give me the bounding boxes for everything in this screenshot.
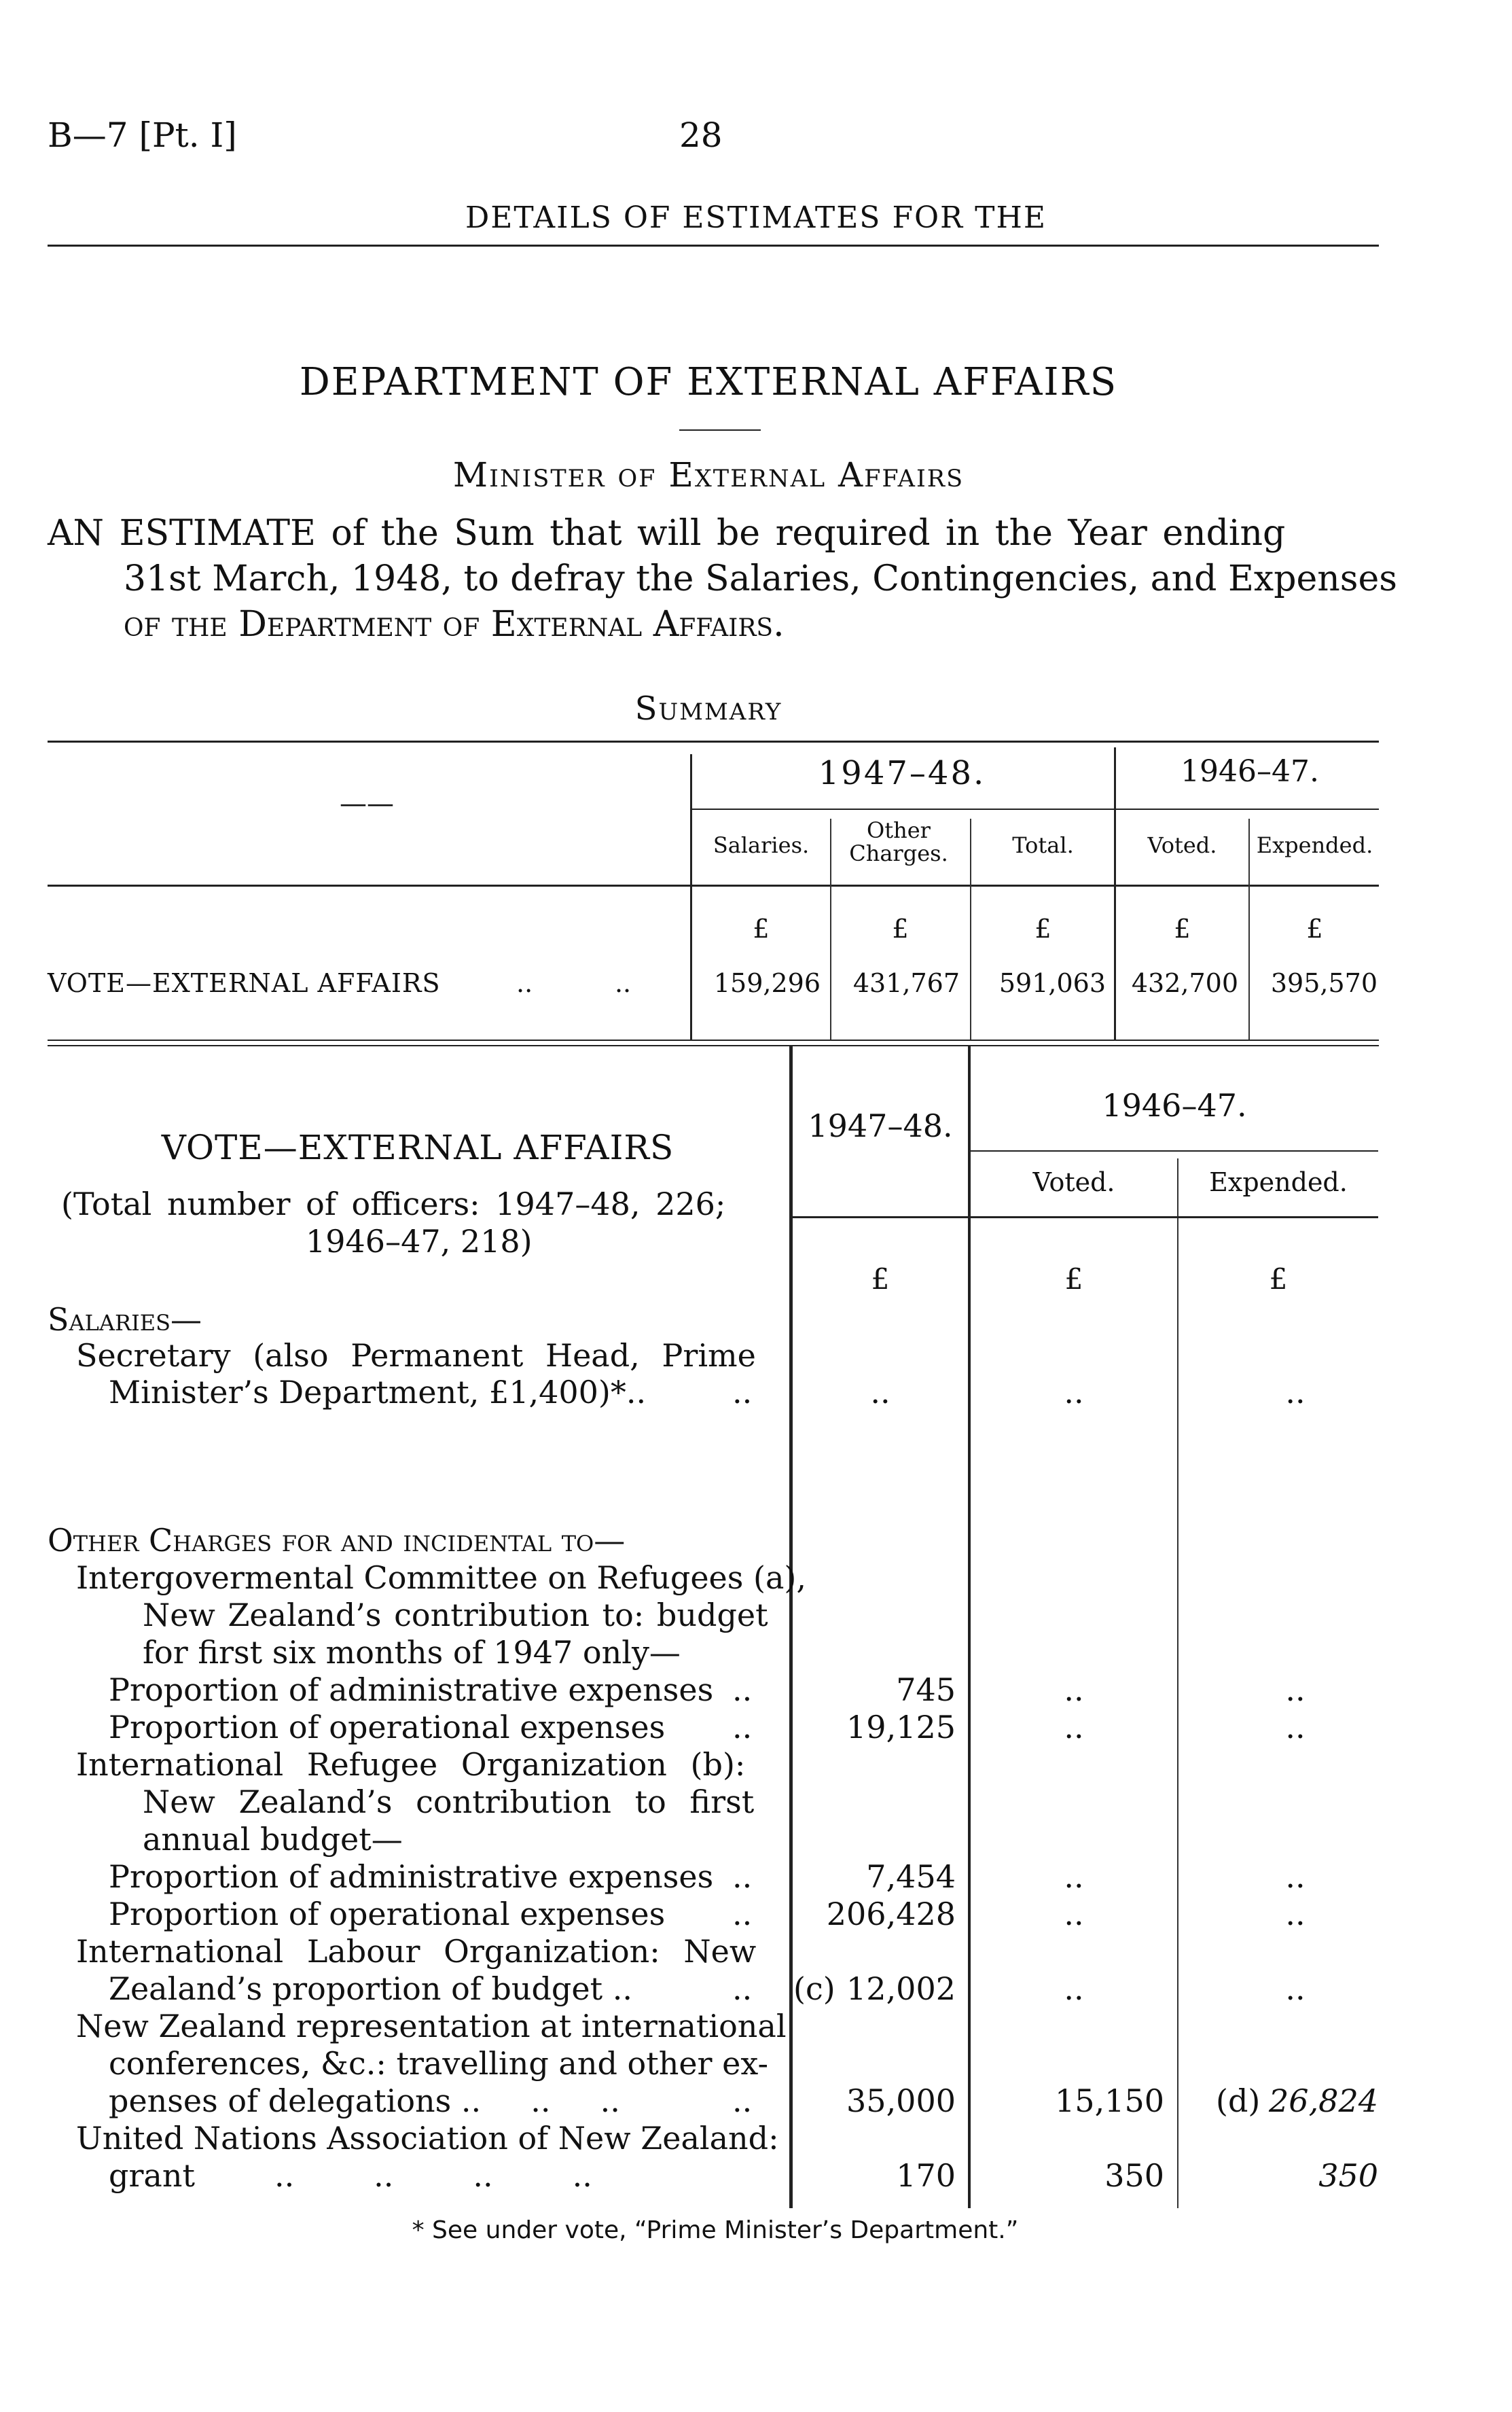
secretary-line-1: Secretary (also Permanent Head, Prime: [76, 1337, 756, 1374]
detail-vote-title: VOTE—EXTERNAL AFFAIRS: [161, 1128, 674, 1167]
document-reference: B—7 [Pt. I]: [48, 116, 237, 155]
detail-header-rule: [793, 1216, 1378, 1218]
line-nzrep-leader: ..: [732, 2082, 753, 2119]
estimate-line-2: 31st March, 1948, to defray the Salaries, Contingencies, and Expenses: [124, 558, 1397, 599]
summary-value-salaries: 159,296: [713, 968, 821, 998]
header-rule: [48, 245, 1379, 247]
expended-nzrep: 26,824: [1269, 2082, 1378, 2119]
secretary-line-2: Minister’s Department, £1,400)*..: [109, 1374, 647, 1411]
summary-value-total: 591,063: [998, 968, 1106, 998]
detail-previous-rule: [971, 1150, 1378, 1152]
minister-title: Minister of External Affairs: [452, 455, 965, 495]
voted-unassoc: 350: [1104, 2157, 1164, 2194]
expended-nzrep-note: (d): [1216, 2082, 1261, 2119]
line-icr-3: for first six months of 1947 only—: [143, 1634, 681, 1671]
line-ilo-leader: ..: [732, 1970, 753, 2007]
summary-heading: Summary: [634, 690, 782, 728]
estimate-line-3: of the Department of External Affairs.: [124, 604, 785, 645]
expended-iro-admin: ..: [1285, 1858, 1306, 1895]
summary-unit-4: £: [1174, 914, 1191, 944]
expended-icr-admin: ..: [1285, 1671, 1306, 1708]
line-ilo-1: International Labour Organization: New: [76, 1933, 757, 1970]
summary-stub-dash: ——: [340, 788, 394, 819]
line-nzrep-1: New Zealand representation at international: [76, 2008, 787, 2044]
summary-unit-5: £: [1306, 914, 1323, 944]
summary-unit-2: £: [892, 914, 909, 944]
summary-col-expended: Expended.: [1256, 832, 1373, 858]
voted-ilo: ..: [1064, 1970, 1084, 2007]
summary-period-current: 1947–48.: [818, 754, 986, 792]
value-ilo-note: (c): [793, 1970, 835, 2007]
summary-top-rule: [48, 741, 1379, 743]
detail-unit-voted: £: [1064, 1262, 1083, 1296]
title-divider: [679, 429, 761, 431]
secretary-voted-dots: ..: [1064, 1374, 1084, 1411]
running-title: DETAILS OF ESTIMATES FOR THE: [465, 200, 1047, 235]
line-iro-admin: Proportion of administrative expenses: [109, 1858, 714, 1895]
line-icr-1: Intergovermental Committee on Refugees (a),: [76, 1559, 806, 1596]
line-iro-1: International Refugee Organization (b):: [76, 1746, 746, 1783]
expended-ilo: ..: [1285, 1970, 1306, 2007]
summary-value-expended: 395,570: [1270, 968, 1378, 998]
summary-col-total: Total.: [1012, 832, 1074, 858]
salaries-heading: Salaries—: [48, 1301, 202, 1338]
value-icr-oper: 19,125: [846, 1709, 956, 1745]
line-icr-oper: Proportion of operational expenses: [109, 1709, 666, 1745]
detail-col-voted: Voted.: [1032, 1167, 1115, 1197]
line-nzrep-3: penses of delegations .. .. ..: [109, 2082, 620, 2119]
line-icr-oper-leader: ..: [732, 1709, 753, 1745]
summary-period-rule: [691, 809, 1379, 810]
value-ilo: 12,002: [846, 1970, 956, 2007]
line-iro-oper-leader: ..: [732, 1896, 753, 1932]
detail-unit-expended: £: [1269, 1262, 1288, 1296]
line-iro-2: New Zealand’s contribution to first: [143, 1784, 755, 1820]
summary-unit-3: £: [1034, 914, 1051, 944]
value-icr-admin: 745: [896, 1671, 956, 1708]
other-charges-heading: Other Charges for and incidental to—: [48, 1522, 626, 1559]
summary-bottom-rule-1: [48, 1040, 1379, 1041]
summary-period-previous: 1946–47.: [1181, 754, 1319, 789]
line-iro-admin-leader: ..: [732, 1858, 753, 1895]
value-nzrep: 35,000: [846, 2082, 956, 2119]
detail-unit-current: £: [871, 1262, 890, 1296]
voted-iro-oper: ..: [1064, 1896, 1084, 1932]
line-iro-oper: Proportion of operational expenses: [109, 1896, 666, 1932]
line-icr-2: New Zealand’s contribution to: budget: [143, 1597, 768, 1633]
voted-iro-admin: ..: [1064, 1858, 1084, 1895]
summary-header-rule: [48, 885, 1379, 887]
summary-row-leader: .. ..: [516, 968, 632, 998]
secretary-leader: ..: [732, 1374, 753, 1411]
detail-col-expended: Expended.: [1209, 1167, 1348, 1197]
detail-officers-line-2: 1946–47, 218): [306, 1223, 533, 1260]
detail-col-previous: 1946–47.: [1102, 1087, 1247, 1124]
expended-iro-oper: ..: [1285, 1896, 1306, 1932]
line-unassoc-1: United Nations Association of New Zealand:: [76, 2120, 779, 2157]
summary-bottom-rule-2: [48, 1045, 1379, 1046]
detail-vline-main: [789, 1046, 793, 2208]
detail-vline-current: [968, 1046, 971, 2208]
secretary-current-dots: ..: [870, 1374, 890, 1411]
value-iro-admin: 7,454: [866, 1858, 956, 1895]
line-icr-admin: Proportion of administrative expenses: [109, 1671, 714, 1708]
expended-icr-oper: ..: [1285, 1709, 1306, 1745]
line-iro-3: annual budget—: [143, 1821, 403, 1858]
expended-unassoc: 350: [1318, 2157, 1378, 2194]
voted-icr-oper: ..: [1064, 1709, 1084, 1745]
voted-icr-admin: ..: [1064, 1671, 1084, 1708]
summary-col-other-charges: Other Charges.: [849, 817, 948, 866]
department-title: DEPARTMENT OF EXTERNAL AFFAIRS: [299, 360, 1118, 404]
summary-row-label: VOTE—EXTERNAL AFFAIRS: [48, 968, 441, 998]
summary-value-other: 431,767: [852, 968, 960, 998]
voted-nzrep: 15,150: [1055, 2082, 1164, 2119]
line-icr-admin-leader: ..: [732, 1671, 753, 1708]
summary-value-voted: 432,700: [1131, 968, 1238, 998]
page-number: 28: [679, 116, 723, 155]
summary-unit-1: £: [753, 914, 770, 944]
value-iro-oper: 206,428: [826, 1896, 956, 1932]
line-nzrep-2: conferences, &c.: travelling and other ex-: [109, 2045, 769, 2082]
detail-officers-line-1: (Total number of officers: 1947–48, 226;: [61, 1186, 726, 1222]
estimate-line-1: AN ESTIMATE of the Sum that will be required in the Year ending: [48, 513, 1286, 554]
line-ilo-2: Zealand’s proportion of budget ..: [109, 1970, 632, 2007]
secretary-expended-dots: ..: [1285, 1374, 1306, 1411]
detail-vline-voted: [1177, 1158, 1178, 2208]
summary-col-voted: Voted.: [1147, 832, 1217, 858]
line-unassoc-2: grant .. .. .. ..: [109, 2157, 592, 2194]
footnote: * See under vote, “Prime Minister’s Department.”: [412, 2216, 1019, 2244]
detail-col-current: 1947–48.: [808, 1107, 953, 1144]
summary-col-salaries: Salaries.: [713, 832, 810, 858]
value-unassoc: 170: [896, 2157, 956, 2194]
